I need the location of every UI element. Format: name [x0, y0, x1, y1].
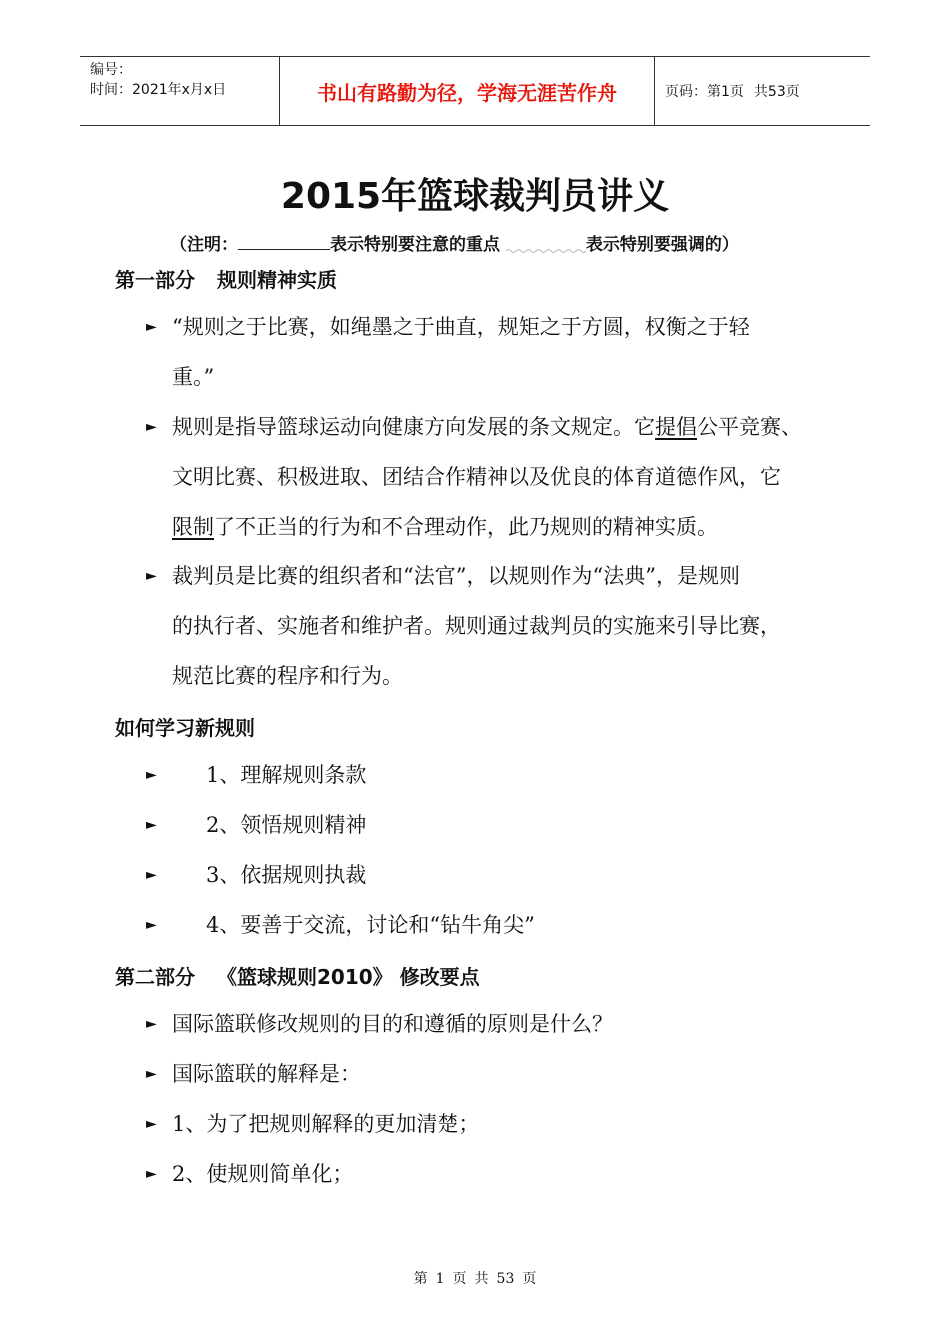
header-page-number: 页码：第1页 — [665, 84, 744, 100]
page-footer — [0, 1268, 950, 1288]
list-item — [146, 800, 846, 850]
list-item — [146, 1149, 846, 1199]
bullet-arrow-icon: ► — [146, 1066, 157, 1082]
list-item — [146, 551, 846, 701]
bullet-line: 国际篮联的解释是： — [172, 1062, 361, 1086]
footer-text: 页 — [452, 1271, 467, 1287]
note-mid: 表示特别要注意的重点 — [330, 235, 500, 255]
bullet-line — [172, 402, 846, 452]
footer-total-pages: 53 — [496, 1271, 515, 1287]
bullet-line: 文明比赛、积极进取、团结合作精神以及优良的体育道德作风，它 — [172, 465, 781, 489]
text-segment: 了不正当的行为和不合理动作，此乃规则的精神实质。 — [214, 515, 718, 539]
header-motto: 书山有路勤为径，学海无涯苦作舟 — [280, 57, 655, 125]
list-item — [146, 999, 846, 1049]
list-item — [146, 1099, 846, 1149]
footer-text: 页 — [522, 1271, 537, 1287]
bullet-line: 国际篮联修改规则的目的和遵循的原则是什么？ — [172, 1012, 613, 1036]
list-item — [146, 1049, 846, 1099]
learn-heading: 如何学习新规则 — [115, 716, 255, 740]
bullet-arrow-icon: ► — [146, 917, 157, 933]
part1-prefix: 第一部分 — [115, 268, 195, 292]
bullet-line: 裁判员是比赛的组织者和“法官”，以规则作为“法典”，是规则 — [172, 564, 740, 588]
document-title: 2015年篮球裁判员讲义 — [280, 176, 670, 217]
underlined-term: 提倡 — [655, 415, 697, 439]
note-open: （注明： — [170, 235, 238, 255]
text-segment: 规则是指导篮球运动向健康方向发展的条文规定。它 — [172, 415, 655, 439]
bullet-arrow-icon: ► — [146, 817, 157, 833]
list-item — [146, 900, 846, 950]
footer-page-number: 1 — [435, 1271, 445, 1287]
bullet-line: 1、为了把规则解释的更加清楚； — [172, 1112, 480, 1136]
header-meta — [80, 57, 280, 125]
header-time: 时间：2021年x月x日 — [90, 82, 227, 98]
part2-title: 《篮球规则2010》 修改要点 — [217, 965, 480, 989]
bullet-arrow-icon: ► — [146, 867, 157, 883]
text-segment: 公平竞赛、 — [697, 415, 802, 439]
header-page — [655, 57, 870, 125]
footer-text: 第 — [413, 1271, 428, 1287]
page-header — [80, 56, 870, 126]
list-item — [146, 850, 846, 900]
list-item — [146, 750, 846, 800]
bullet-line: 的执行者、实施者和维护者。规则通过裁判员的实施来引导比赛， — [172, 614, 781, 638]
part1-title: 规则精神实质 — [217, 268, 337, 292]
bullet-line: 2、领悟规则精神 — [206, 813, 367, 837]
note-end: 表示特别要强调的） — [585, 235, 739, 255]
list-item — [146, 302, 846, 402]
wavy-underline-sample — [506, 236, 586, 250]
part2-prefix: 第二部分 — [115, 965, 195, 989]
bullet-line: 1、理解规则条款 — [206, 763, 367, 787]
part1-heading — [115, 264, 337, 293]
annotation-note — [170, 230, 739, 255]
bullet-line: 4、要善于交流，讨论和“钻牛角尖” — [206, 913, 535, 937]
bullet-line — [172, 502, 846, 552]
underline-sample — [238, 235, 330, 250]
bullet-line: 2、使规则简单化； — [172, 1162, 354, 1186]
bullet-line: 规范比赛的程序和行为。 — [172, 664, 403, 688]
bullet-arrow-icon: ► — [146, 319, 157, 335]
footer-text: 共 — [474, 1271, 489, 1287]
bullet-line: 重。” — [172, 365, 215, 389]
bullet-arrow-icon: ► — [146, 1016, 157, 1032]
part2-heading — [115, 961, 480, 990]
list-item — [146, 402, 846, 552]
bullet-arrow-icon: ► — [146, 1166, 157, 1182]
header-page-total: 共53页 — [753, 84, 800, 100]
underlined-term: 限制 — [172, 515, 214, 539]
bullet-line: “规则之于比赛，如绳墨之于曲直，规矩之于方圆，权衡之于轻 — [172, 315, 750, 339]
bullet-line: 3、依据规则执裁 — [206, 863, 367, 887]
header-number: 编号： — [90, 62, 132, 78]
bullet-arrow-icon: ► — [146, 1116, 157, 1132]
bullet-arrow-icon: ► — [146, 568, 157, 584]
bullet-arrow-icon: ► — [146, 419, 157, 435]
bullet-arrow-icon: ► — [146, 767, 157, 783]
